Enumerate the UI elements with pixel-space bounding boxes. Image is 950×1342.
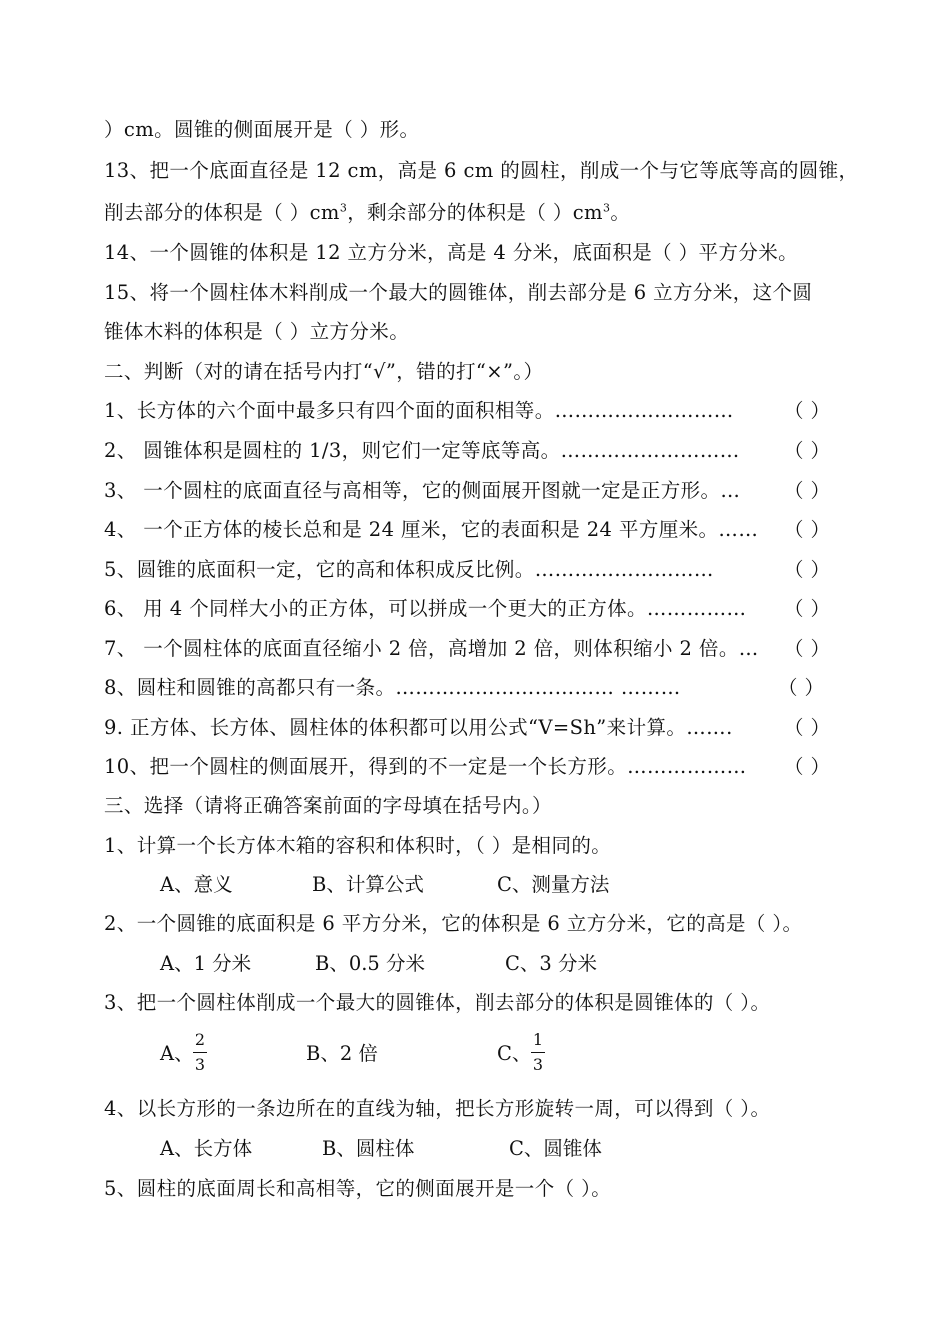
- choice-q3-option-a-fraction: [193, 1031, 207, 1074]
- choice-q4-option-b: B、圆柱体: [322, 1137, 415, 1160]
- judge-item-text: 7、 一个圆柱体的底面直径缩小 2 倍，高增加 2 倍，则体积缩小 2 倍。…: [104, 637, 759, 660]
- choice-q2-stem: 2、一个圆锥的底面积是 6 平方分米，它的体积是 6 立方分米，它的高是（ ）。: [104, 912, 803, 935]
- choice-q1-option-a: A、意义: [160, 873, 233, 896]
- choice-q2-option-b: B、0.5 分米: [315, 952, 426, 975]
- judge-bracket-2: （ ）: [784, 439, 831, 462]
- choice-q4-stem: 4、以长方形的一条边所在的直线为轴，把长方形旋转一周，可以得到（ ）。: [104, 1097, 771, 1120]
- choice-q1-option-b: B、计算公式: [312, 873, 424, 896]
- judge-bracket-3: （ ）: [784, 479, 831, 502]
- judge-item-6: [104, 595, 746, 623]
- fill-q13-part1: 削去部分的体积是（ ）cm: [104, 201, 340, 224]
- judge-bracket-1: （ ）: [784, 399, 831, 422]
- choice-q2-option-a: A、1 分米: [160, 952, 252, 975]
- judge-item-9: [104, 714, 733, 742]
- fraction-denominator: 3: [194, 1055, 206, 1074]
- fill-q13-end: 。: [610, 201, 631, 224]
- choice-q4-option-a: A、长方体: [160, 1137, 253, 1160]
- fraction-numerator: 1: [532, 1030, 544, 1049]
- judge-bracket-7: （ ）: [784, 637, 831, 660]
- judge-item-text: 3、 一个圆柱的底面直径与高相等，它的侧面展开图就一定是正方形。…: [104, 479, 741, 502]
- judge-item-10: [104, 753, 747, 781]
- judge-item-text: 5、圆锥的底面积一定，它的高和体积成反比例。………………………: [104, 558, 714, 581]
- fraction-denominator: 3: [532, 1055, 544, 1074]
- choice-heading: 三、选择（请将正确答案前面的字母填在括号内。）: [104, 794, 552, 817]
- judge-item-7: [104, 635, 759, 663]
- fraction-bar: [193, 1052, 207, 1053]
- judge-item-text: 1、长方体的六个面中最多只有四个面的面积相等。………………………: [104, 399, 734, 422]
- choice-q5-stem: 5、圆柱的底面周长和高相等，它的侧面展开是一个（ ）。: [104, 1177, 612, 1200]
- fill-q15-line2: 锥体木料的体积是（ ）立方分米。: [104, 320, 410, 343]
- fraction-bar: [531, 1052, 545, 1053]
- judge-bracket-6: （ ）: [784, 597, 831, 620]
- superscript-3: 3: [339, 201, 348, 215]
- fill-q12-tail: ）cm。圆锥的侧面展开是（ ）形。: [104, 118, 420, 141]
- judge-item-text: 2、 圆锥体积是圆柱的 1/3，则它们一定等底等高。………………………: [104, 439, 740, 462]
- judge-item-8: [104, 674, 681, 702]
- judge-bracket-10: （ ）: [784, 755, 831, 778]
- choice-q2-option-c: C、3 分米: [505, 952, 598, 975]
- fill-q13-line2: [104, 199, 630, 227]
- choice-q1-stem: 1、计算一个长方体木箱的容积和体积时，（ ）是相同的。: [104, 834, 612, 857]
- choice-q3-option-b: B、2 倍: [306, 1042, 378, 1065]
- judge-item-text: 9. 正方体、长方体、圆柱体的体积都可以用公式“V=Sh”来计算。…….: [104, 716, 733, 739]
- judge-bracket-4: （ ）: [784, 518, 831, 541]
- judge-bracket-8: （ ）: [778, 676, 825, 699]
- choice-q3-option-c-fraction: [531, 1031, 545, 1074]
- judge-heading: 二、判断（对的请在括号内打“√”，错的打“×”。）: [104, 360, 544, 383]
- judge-bracket-5: （ ）: [784, 558, 831, 581]
- fraction-numerator: 2: [194, 1030, 206, 1049]
- judge-item-5: [104, 556, 714, 584]
- choice-q4-option-c: C、圆锥体: [509, 1137, 602, 1160]
- judge-item-4: [104, 516, 758, 544]
- fill-q14: 14、一个圆锥的体积是 12 立方分米，高是 4 分米，底面积是（ ）平方分米。: [104, 241, 799, 264]
- judge-bracket-9: （ ）: [784, 716, 831, 739]
- superscript-3: 3: [602, 201, 611, 215]
- fill-q13-part2: ，剩余部分的体积是（ ）cm: [347, 201, 603, 224]
- judge-item-text: 8、圆柱和圆锥的高都只有一条。…………………………… ………: [104, 676, 681, 699]
- choice-q3-option-a-label: A、: [160, 1042, 194, 1065]
- judge-item-text: 6、 用 4 个同样大小的正方体，可以拼成一个更大的正方体。……………: [104, 597, 747, 620]
- judge-item-2: [104, 437, 740, 465]
- choice-q3-stem: 3、把一个圆柱体削成一个最大的圆锥体，削去部分的体积是圆锥体的（ ）。: [104, 991, 771, 1014]
- judge-item-text: 4、 一个正方体的棱长总和是 24 厘米，它的表面积是 24 平方厘米。……: [104, 518, 759, 541]
- choice-q1-option-c: C、测量方法: [497, 873, 610, 896]
- judge-item-1: [104, 397, 734, 425]
- judge-item-text: 10、把一个圆柱的侧面展开，得到的不一定是一个长方形。………………: [104, 755, 747, 778]
- choice-q3-option-c-label: C、: [497, 1042, 532, 1065]
- judge-item-3: [104, 477, 740, 505]
- fill-q15-line1: 15、将一个圆柱体木料削成一个最大的圆锥体，削去部分是 6 立方分米，这个圆: [104, 281, 813, 304]
- fill-q13-line1: 13、把一个底面直径是 12 cm，高是 6 cm 的圆柱，削成一个与它等底等高的圆锥，: [104, 159, 859, 182]
